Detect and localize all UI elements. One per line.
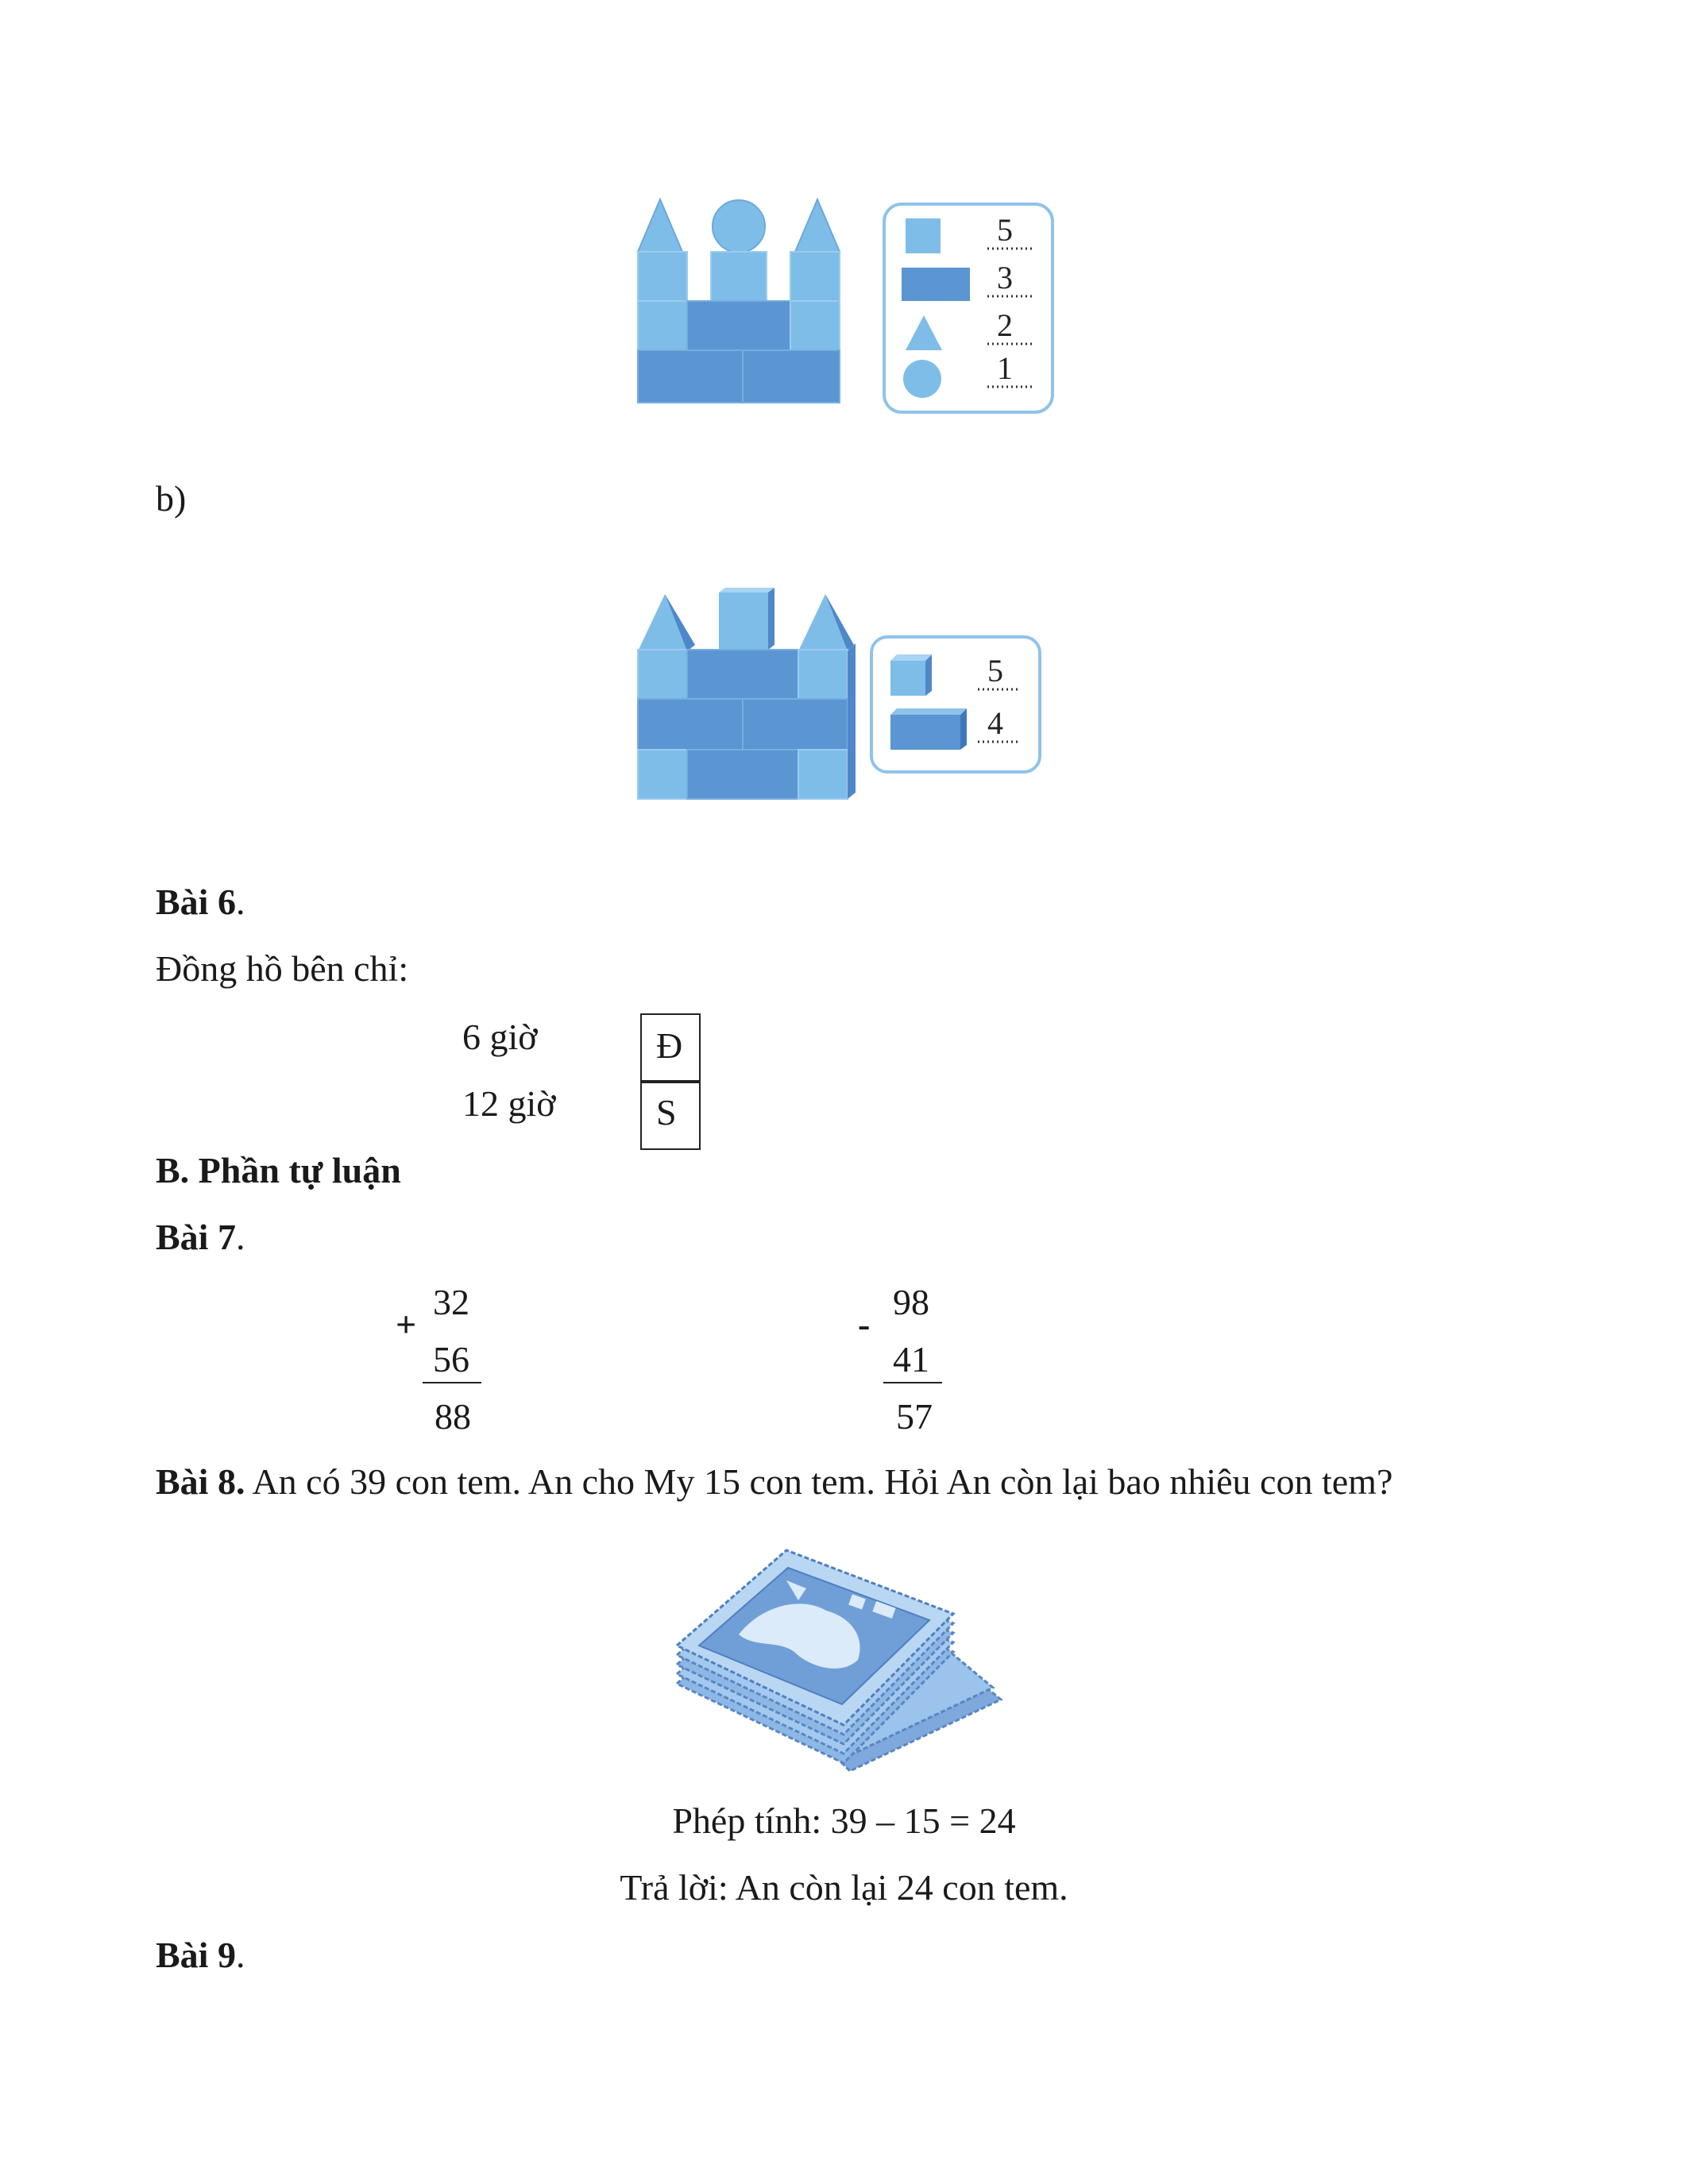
square-shape xyxy=(711,252,767,301)
square-shape xyxy=(638,252,687,301)
cube-shape xyxy=(719,592,768,650)
bai8-calculation: Phép tính: 39 – 15 = 24 xyxy=(672,1800,1016,1841)
figure-a xyxy=(632,195,1076,421)
difference-result: 57 xyxy=(896,1396,933,1437)
bai8-problem: Bài 8. An có 39 con tem. An cho My 15 con tem. Hỏi An còn lại bao nhiêu con tem? xyxy=(156,1461,1393,1502)
triangle-shape xyxy=(795,199,840,252)
square-shape xyxy=(790,252,840,301)
legend-count-cube: 5 xyxy=(987,653,1003,689)
rectangle-icon xyxy=(902,268,970,301)
stamps-icon xyxy=(667,1541,1009,1779)
sum-rule xyxy=(423,1382,481,1383)
cube-shape xyxy=(798,650,848,699)
legend-count-circle: 1 xyxy=(997,350,1013,386)
cuboid-shape xyxy=(687,650,798,699)
square-icon xyxy=(906,218,941,253)
bai9-heading: Bài 9. xyxy=(156,1935,245,1975)
figure-b xyxy=(632,588,1060,818)
minuend: 98 xyxy=(893,1282,929,1322)
cube-shape xyxy=(638,650,687,699)
circle-icon xyxy=(903,360,941,398)
cuboid-icon xyxy=(890,715,960,750)
legend-count-triangle: 2 xyxy=(997,307,1013,343)
subtrahend: 41 xyxy=(893,1339,929,1379)
cube-icon xyxy=(890,661,925,696)
cube-shape xyxy=(638,750,687,799)
difference-rule xyxy=(883,1382,942,1383)
addend-top: 32 xyxy=(433,1282,469,1322)
castle-solid-blocks xyxy=(632,588,1060,818)
legend-count-rectangle: 3 xyxy=(997,260,1013,295)
sum-result: 88 xyxy=(435,1396,471,1437)
castle-flat-shapes xyxy=(632,195,1076,421)
cuboid-shape xyxy=(638,699,743,750)
cuboid-shape xyxy=(687,750,798,799)
bai6-heading: Bài 6. xyxy=(156,882,245,922)
rectangle-shape xyxy=(743,350,840,403)
square-shape xyxy=(638,301,687,350)
plus-operator: + xyxy=(396,1304,417,1345)
bai8-answer: Trả lời: An còn lại 24 con tem. xyxy=(620,1867,1068,1908)
rectangle-shape xyxy=(687,301,790,350)
part-b-label: b) xyxy=(156,478,187,519)
rectangle-shape xyxy=(638,350,743,403)
square-shape xyxy=(790,301,840,350)
stamps-illustration xyxy=(667,1541,1009,1779)
bai6-option-label: 6 giờ xyxy=(462,1017,538,1057)
minus-operator: - xyxy=(858,1304,871,1345)
bai6-option-label: 12 giờ xyxy=(462,1083,556,1124)
true-false-box[interactable]: S xyxy=(640,1080,701,1150)
cube-shape xyxy=(798,750,848,799)
triangle-shape xyxy=(638,199,682,252)
bai6-question: Đồng hồ bên chỉ: xyxy=(156,948,409,989)
true-false-box[interactable]: Đ xyxy=(640,1013,701,1083)
section-b-heading: B. Phần tự luận xyxy=(156,1150,401,1190)
legend-count-cuboid: 4 xyxy=(987,705,1003,741)
bai7-heading: Bài 7. xyxy=(156,1217,245,1257)
cuboid-shape xyxy=(743,699,848,750)
circle-shape xyxy=(713,200,765,253)
legend-count-square: 5 xyxy=(997,212,1013,248)
addend-bottom: 56 xyxy=(433,1339,469,1379)
